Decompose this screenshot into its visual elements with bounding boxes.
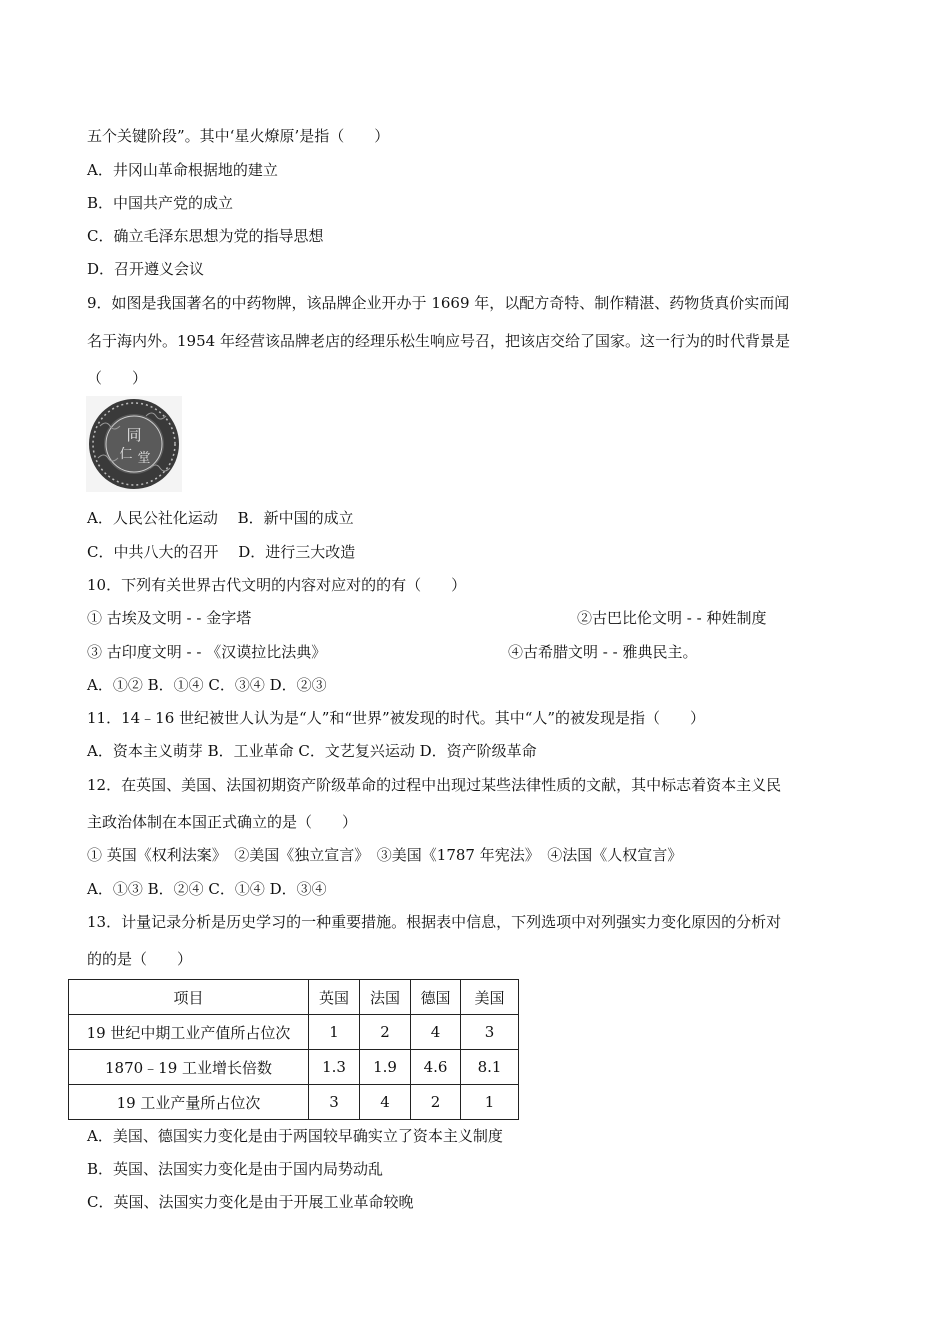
q11-options: A．资本主义萌芽 B．工业革命 C．文艺复兴运动 D．资产阶级革命 — [87, 742, 537, 760]
q9-options-row-2: C．中共八大的召开 D．进行三大改造 — [87, 543, 356, 561]
table-header-cell: 美国 — [461, 980, 519, 1015]
q12-items: ① 英国《权利法案》 ②美国《独立宣言》 ③美国《1787 年宪法》 ④法国《人权宣言》 — [87, 846, 683, 864]
q9-stem-line-3: （ ） — [87, 369, 148, 387]
table-cell: 19 世纪中期工业产值所占位次 — [69, 1015, 309, 1050]
q13-stem-line-2: 的的是（ ） — [87, 950, 193, 968]
q10-stem: 10．下列有关世界古代文明的内容对应对的的有（ ） — [87, 576, 467, 594]
q13-option-c: C．英国、法国实力变化是由于开展工业革命较晚 — [87, 1193, 414, 1211]
q10-item-3: ③ 古印度文明 - - 《汉谟拉比法典》 — [87, 643, 327, 661]
table-cell: 3 — [309, 1085, 360, 1120]
q8-option-b: B．中国共产党的成立 — [87, 194, 234, 212]
table-row — [69, 1085, 519, 1120]
q10-item-2: ②古巴比伦文明 - - 种姓制度 — [577, 609, 767, 627]
q11-stem: 11．14﹣16 世纪被世人认为是“人”和“世界”被发现的时代。其中“人”的被发现是指（ ） — [87, 709, 706, 727]
tongrentang-seal-image — [86, 396, 182, 492]
table-row — [69, 1050, 519, 1085]
q9-stem-line-1: 9．如图是我国著名的中药物牌，该品牌企业开办于 1669 年，以配方奇特、制作精湛、药物货真价实而闻 — [87, 294, 790, 312]
table-row — [69, 1015, 519, 1050]
svg-text:堂: 堂 — [137, 451, 151, 466]
table-header-cell: 法国 — [360, 980, 411, 1015]
q13-option-b: B．英国、法国实力变化是由于国内局势动乱 — [87, 1160, 384, 1178]
table-cell: 4 — [411, 1015, 461, 1050]
table-cell: 19 工业产量所占位次 — [69, 1085, 309, 1120]
q12-stem-line-1: 12．在英国、美国、法国初期资产阶级革命的过程中出现过某些法律性质的文献，其中标志着资本主义民 — [87, 776, 782, 794]
q9-stem-line-2: 名于海内外。1954 年经营该品牌老店的经理乐松生响应号召，把该店交给了国家。这一行为的时代背景是 — [87, 332, 790, 350]
q10-options: A．①② B．①④ C．③④ D．②③ — [87, 676, 327, 694]
q13-stem-line-1: 13．计量记录分析是历史学习的一种重要措施。根据表中信息，下列选项中对列强实力变化原因的分析对 — [87, 913, 782, 931]
table-cell: 1.9 — [360, 1050, 411, 1085]
q9-options-row-1: A．人民公社化运动 B．新中国的成立 — [87, 509, 354, 527]
table-header-cell: 项目 — [69, 980, 309, 1015]
table-header-cell: 英国 — [309, 980, 360, 1015]
table-cell: 1 — [461, 1085, 519, 1120]
q12-stem-line-2: 主政治体制在本国正式确立的是（ ） — [87, 813, 358, 831]
q13-option-a: A．美国、德国实力变化是由于两国较早确实立了资本主义制度 — [87, 1127, 503, 1145]
seal-graphic — [86, 396, 182, 492]
table-cell: 4 — [360, 1085, 411, 1120]
table-cell: 1870﹣19 工业增长倍数 — [69, 1050, 309, 1085]
table-header-cell: 德国 — [411, 980, 461, 1015]
svg-text:仁: 仁 — [119, 447, 133, 462]
q8-stem-tail: 五个关键阶段”。其中‘星火燎原’是指（ ） — [87, 127, 390, 145]
q8-option-c: C．确立毛泽东思想为党的指导思想 — [87, 227, 324, 245]
table-cell: 1.3 — [309, 1050, 360, 1085]
table-cell: 2 — [360, 1015, 411, 1050]
q13-data-table — [68, 979, 519, 1120]
table-cell: 1 — [309, 1015, 360, 1050]
q8-option-d: D．召开遵义会议 — [87, 260, 205, 278]
q10-item-1: ① 古埃及文明 - - 金字塔 — [87, 609, 252, 627]
svg-text:同: 同 — [126, 426, 142, 444]
table-cell: 4.6 — [411, 1050, 461, 1085]
q10-item-4: ④古希腊文明 - - 雅典民主。 — [508, 643, 698, 661]
table-cell: 8.1 — [461, 1050, 519, 1085]
table-cell: 2 — [411, 1085, 461, 1120]
table-header-row — [69, 980, 519, 1015]
table-cell: 3 — [461, 1015, 519, 1050]
q8-option-a: A．井冈山革命根据地的建立 — [87, 161, 278, 179]
q12-options: A．①③ B．②④ C．①④ D．③④ — [87, 880, 327, 898]
